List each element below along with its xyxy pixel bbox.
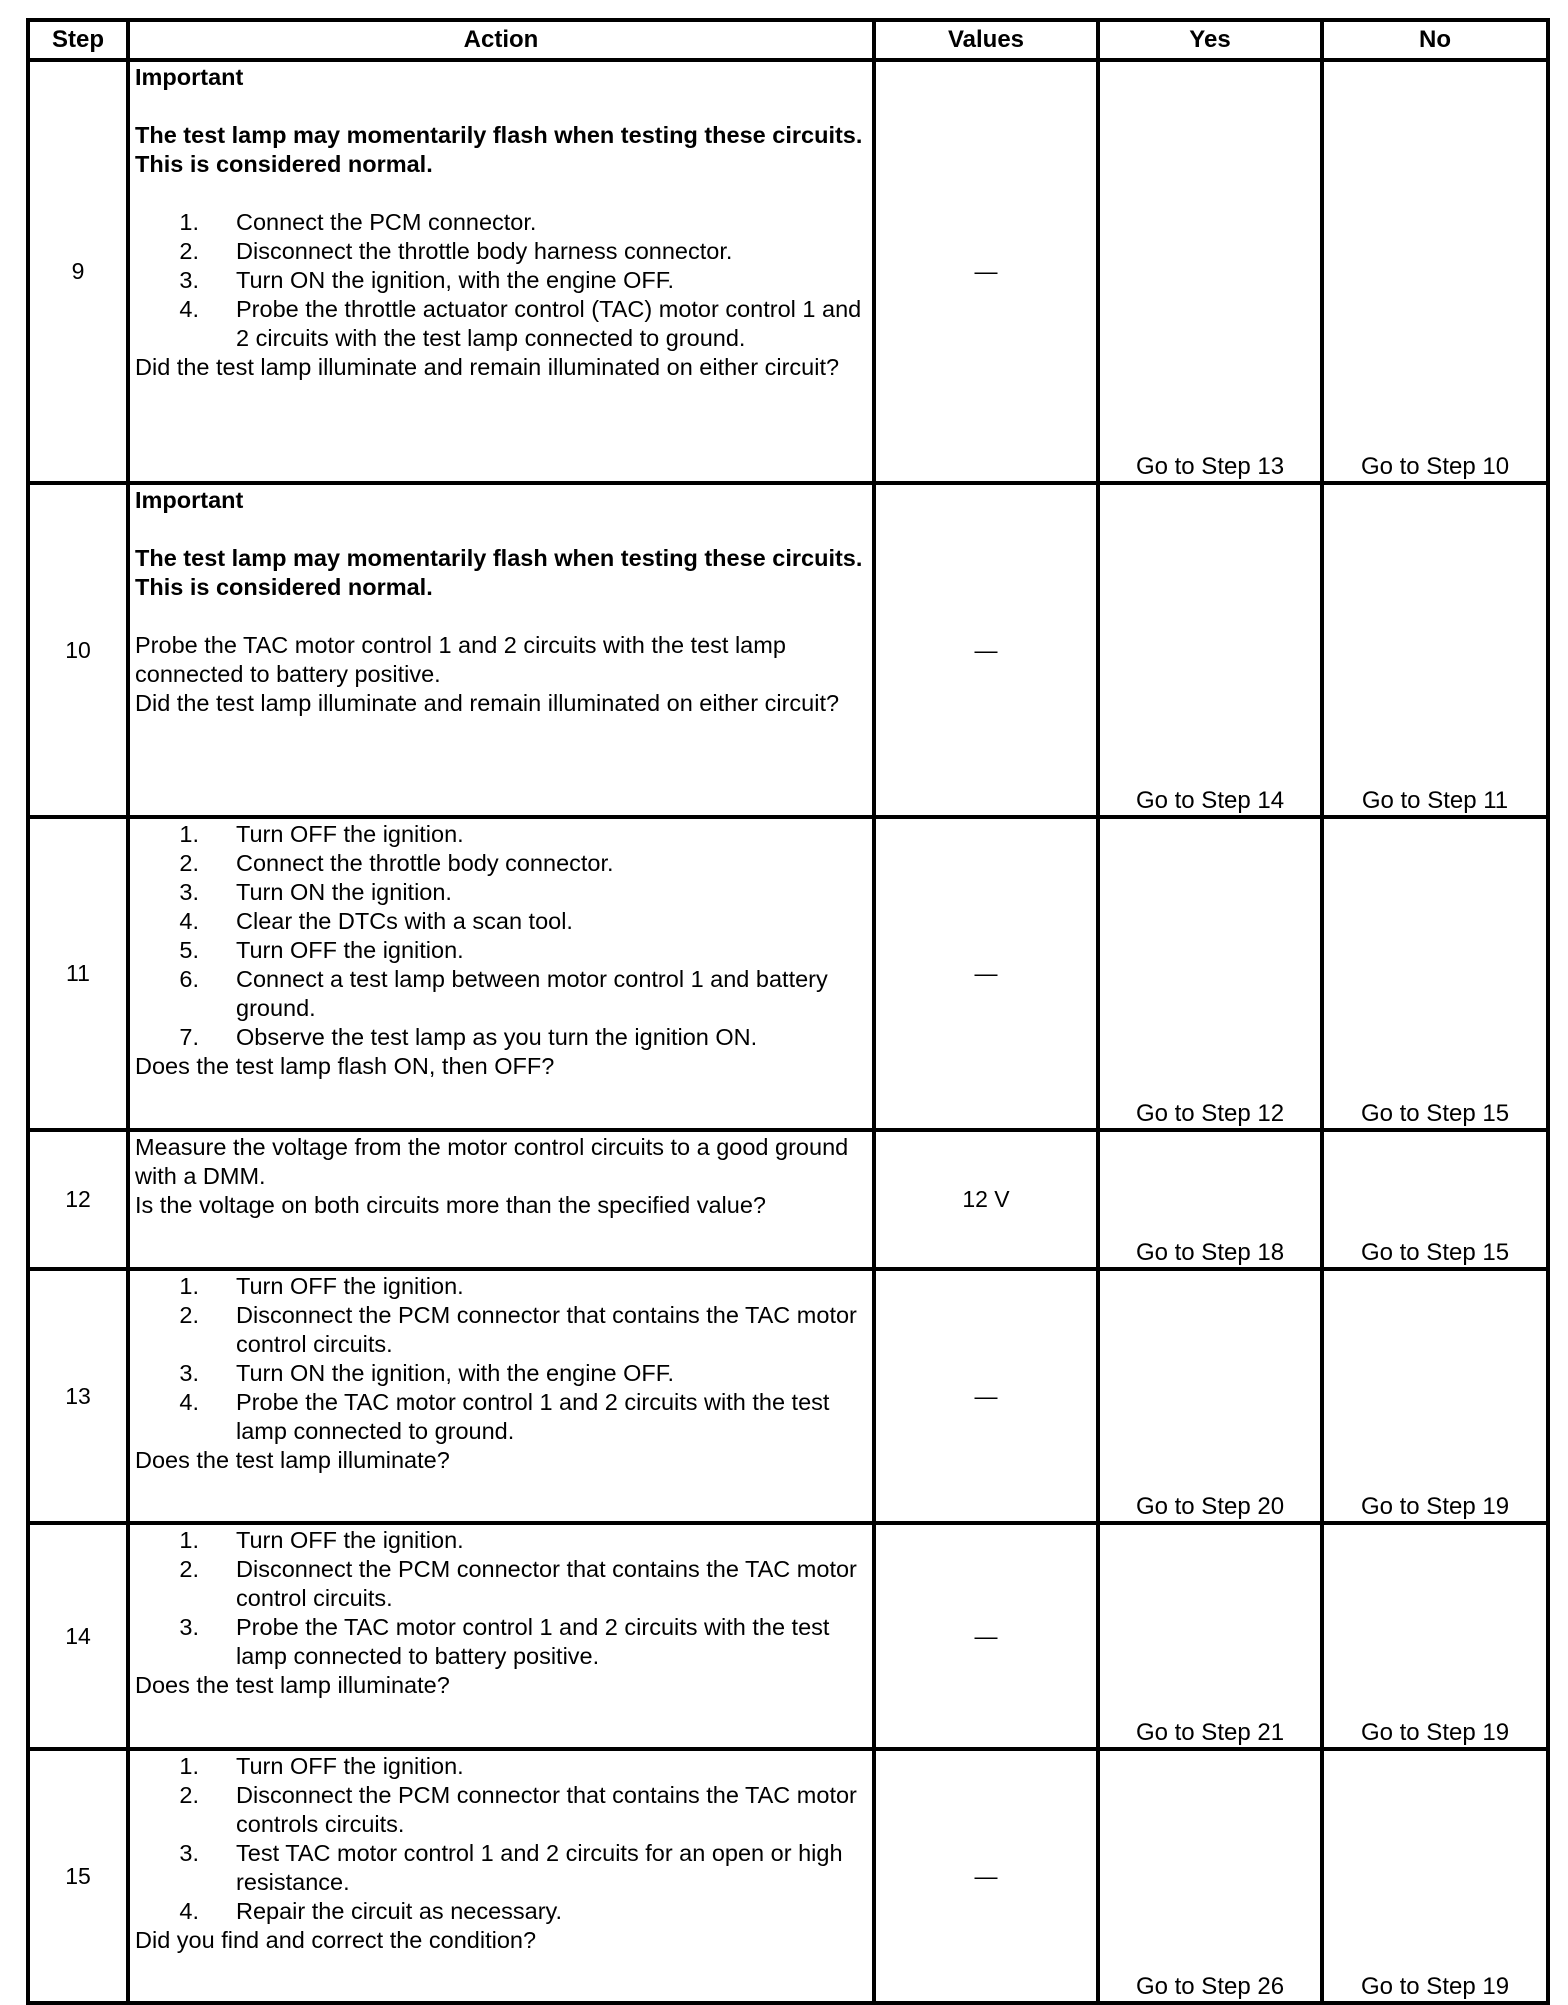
list-item [135, 1301, 868, 1359]
table-row [28, 1749, 1548, 2003]
list-item [135, 1359, 868, 1388]
item-text: Repair the circuit as necessary. [236, 1898, 563, 1924]
step-number: 15 [28, 1749, 128, 2003]
item-text: Disconnect the throttle body harness connector. [236, 238, 733, 264]
yes-link[interactable]: Go to Step 14 [1098, 483, 1322, 817]
table-row [28, 1130, 1548, 1269]
yes-link[interactable]: Go to Step 26 [1098, 1749, 1322, 2003]
item-number: 2. [179, 1556, 199, 1582]
action-steps [135, 208, 868, 353]
yes-link[interactable]: Go to Step 13 [1098, 60, 1322, 483]
no-link[interactable]: Go to Step 15 [1322, 1130, 1548, 1269]
item-text: Connect the PCM connector. [236, 209, 537, 235]
list-item [135, 1839, 868, 1897]
action-steps [135, 820, 868, 1052]
table-row [28, 1523, 1548, 1749]
question-text: Did the test lamp illuminate and remain illuminated on either circuit? [135, 354, 840, 380]
step-number: 10 [28, 483, 128, 817]
yes-link[interactable]: Go to Step 12 [1098, 817, 1322, 1130]
list-item [135, 1781, 868, 1839]
step-number: 13 [28, 1269, 128, 1523]
step-number: 9 [28, 60, 128, 483]
item-text: Disconnect the PCM connector that contains the TAC motor control circuits. [236, 1556, 857, 1611]
action-steps [135, 1526, 868, 1671]
item-text: Disconnect the PCM connector that contains the TAC motor control circuits. [236, 1302, 857, 1357]
header-row [28, 20, 1548, 60]
action-cell [128, 1269, 874, 1523]
item-text: Observe the test lamp as you turn the ignition ON. [236, 1024, 758, 1050]
item-number: 6. [179, 966, 199, 992]
header-no: No [1322, 20, 1548, 60]
list-item [135, 1897, 868, 1926]
list-item [135, 1526, 868, 1555]
question-text: Does the test lamp illuminate? [135, 1447, 450, 1473]
important-text: The test lamp may momentarily flash when testing these circuits. This is considered normal. [135, 122, 863, 177]
header-action: Action [128, 20, 874, 60]
values-cell: — [874, 1269, 1098, 1523]
item-number: 4. [179, 1898, 199, 1924]
item-text: Clear the DTCs with a scan tool. [236, 908, 573, 934]
no-link[interactable]: Go to Step 19 [1322, 1523, 1548, 1749]
question-text: Did you find and correct the condition? [135, 1927, 537, 1953]
item-number: 3. [179, 879, 199, 905]
item-number: 2. [179, 1302, 199, 1328]
item-number: 1. [179, 1527, 199, 1553]
table-row [28, 1269, 1548, 1523]
list-item [135, 936, 868, 965]
step-number: 11 [28, 817, 128, 1130]
action-cell [128, 1130, 874, 1269]
step-number: 14 [28, 1523, 128, 1749]
values-cell: 12 V [874, 1130, 1098, 1269]
instruction-text: Measure the voltage from the motor control circuits to a good ground with a DMM. [135, 1134, 849, 1189]
important-label: Important [135, 487, 244, 513]
item-number: 5. [179, 937, 199, 963]
item-text: Test TAC motor control 1 and 2 circuits for an open or high resistance. [236, 1840, 843, 1895]
action-cell [128, 817, 874, 1130]
list-item [135, 907, 868, 936]
values-cell: — [874, 1749, 1098, 2003]
item-number: 3. [179, 1360, 199, 1386]
no-link[interactable]: Go to Step 11 [1322, 483, 1548, 817]
instruction-text: Probe the TAC motor control 1 and 2 circuits with the test lamp connected to battery positive. [135, 632, 786, 687]
no-link[interactable]: Go to Step 15 [1322, 817, 1548, 1130]
list-item [135, 266, 868, 295]
table-row [28, 60, 1548, 483]
item-number: 2. [179, 850, 199, 876]
list-item [135, 1388, 868, 1446]
list-item [135, 208, 868, 237]
item-text: Probe the TAC motor control 1 and 2 circuits with the test lamp connected to battery positive. [236, 1614, 830, 1669]
question-text: Does the test lamp illuminate? [135, 1672, 450, 1698]
list-item [135, 878, 868, 907]
item-text: Turn OFF the ignition. [236, 1273, 464, 1299]
action-cell [128, 1523, 874, 1749]
item-text: Probe the TAC motor control 1 and 2 circuits with the test lamp connected to ground. [236, 1389, 830, 1444]
item-number: 3. [179, 1614, 199, 1640]
list-item [135, 1752, 868, 1781]
item-number: 4. [179, 908, 199, 934]
action-cell [128, 1749, 874, 2003]
item-text: Turn ON the ignition, with the engine OFF. [236, 1360, 675, 1386]
item-text: Turn OFF the ignition. [236, 1527, 464, 1553]
list-item [135, 295, 868, 353]
values-cell: — [874, 483, 1098, 817]
item-number: 4. [179, 296, 199, 322]
item-text: Turn OFF the ignition. [236, 1753, 464, 1779]
header-values: Values [874, 20, 1098, 60]
question-text: Did the test lamp illuminate and remain illuminated on either circuit? [135, 690, 840, 716]
values-cell: — [874, 817, 1098, 1130]
action-steps [135, 1752, 868, 1926]
question-text: Does the test lamp flash ON, then OFF? [135, 1053, 555, 1079]
values-cell: — [874, 1523, 1098, 1749]
item-number: 2. [179, 238, 199, 264]
item-number: 3. [179, 267, 199, 293]
yes-link[interactable]: Go to Step 20 [1098, 1269, 1322, 1523]
important-text: The test lamp may momentarily flash when testing these circuits. This is considered normal. [135, 545, 863, 600]
list-item [135, 237, 868, 266]
action-cell [128, 483, 874, 817]
list-item [135, 1613, 868, 1671]
item-number: 1. [179, 1273, 199, 1299]
item-number: 4. [179, 1389, 199, 1415]
item-number: 3. [179, 1840, 199, 1866]
item-text: Disconnect the PCM connector that contains the TAC motor controls circuits. [236, 1782, 857, 1837]
list-item [135, 1555, 868, 1613]
no-link[interactable]: Go to Step 19 [1322, 1749, 1548, 2003]
step-number: 12 [28, 1130, 128, 1269]
list-item [135, 1272, 868, 1301]
item-number: 1. [179, 1753, 199, 1779]
item-number: 2. [179, 1782, 199, 1808]
no-link[interactable]: Go to Step 10 [1322, 60, 1548, 483]
important-label: Important [135, 64, 244, 90]
table-row [28, 817, 1548, 1130]
yes-link[interactable]: Go to Step 21 [1098, 1523, 1322, 1749]
no-link[interactable]: Go to Step 19 [1322, 1269, 1548, 1523]
item-text: Connect a test lamp between motor control 1 and battery ground. [236, 966, 828, 1021]
header-step: Step [28, 20, 128, 60]
item-number: 1. [179, 209, 199, 235]
header-yes: Yes [1098, 20, 1322, 60]
item-text: Turn OFF the ignition. [236, 821, 464, 847]
item-text: Turn OFF the ignition. [236, 937, 464, 963]
list-item [135, 820, 868, 849]
item-number: 7. [179, 1024, 199, 1050]
item-text: Turn ON the ignition. [236, 879, 452, 905]
list-item [135, 1023, 868, 1052]
table-row [28, 483, 1548, 817]
question-text: Is the voltage on both circuits more than the specified value? [135, 1192, 766, 1218]
diagnostic-table [26, 18, 1550, 2005]
yes-link[interactable]: Go to Step 18 [1098, 1130, 1322, 1269]
action-steps [135, 1272, 868, 1446]
list-item [135, 965, 868, 1023]
item-number: 1. [179, 821, 199, 847]
item-text: Connect the throttle body connector. [236, 850, 614, 876]
list-item [135, 849, 868, 878]
values-cell: — [874, 60, 1098, 483]
action-cell [128, 60, 874, 483]
item-text: Probe the throttle actuator control (TAC) motor control 1 and 2 circuits with the test lamp connected to ground. [236, 296, 862, 351]
item-text: Turn ON the ignition, with the engine OFF. [236, 267, 675, 293]
